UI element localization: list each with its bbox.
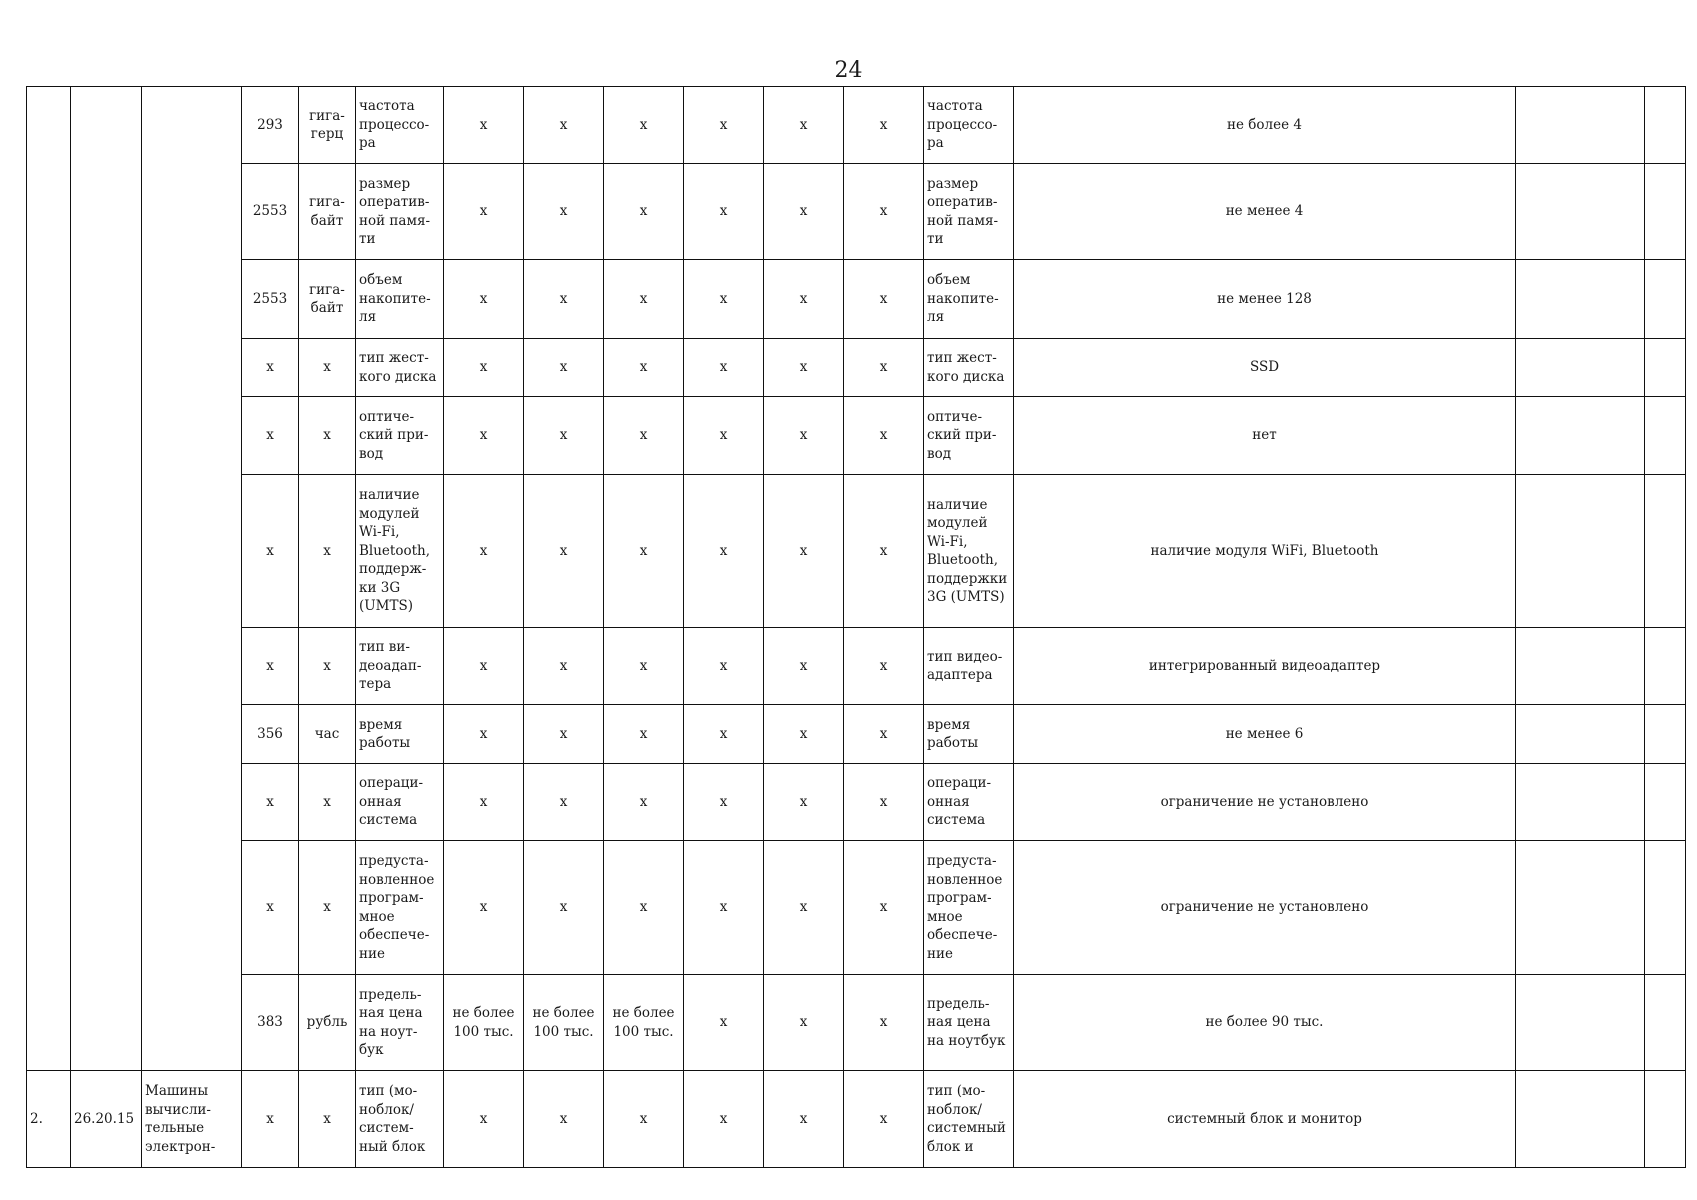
characteristic-cell: частота процессо-ра — [356, 87, 444, 164]
empty-cell — [1645, 397, 1686, 475]
table-row — [27, 975, 1686, 1071]
value-cell-6: х — [844, 87, 924, 164]
value-cell-4: х — [684, 339, 764, 397]
table-row — [27, 164, 1686, 260]
value-cell-5: х — [764, 975, 844, 1071]
characteristic-cell: операци-онная система — [356, 764, 444, 841]
empty-cell — [1645, 164, 1686, 260]
okei-code-cell: х — [242, 1071, 299, 1168]
empty-cell — [1645, 87, 1686, 164]
value-cell-1: х — [444, 628, 524, 705]
value-cell-6: х — [844, 397, 924, 475]
characteristic-approved-cell: тип видео-адаптера — [924, 628, 1014, 705]
characteristic-approved-cell: объем накопите-ля — [924, 260, 1014, 339]
approved-value-cell: не менее 6 — [1014, 705, 1516, 764]
value-cell-4: х — [684, 164, 764, 260]
characteristic-cell: тип жест-кого диска — [356, 339, 444, 397]
unit-cell: час — [299, 705, 356, 764]
approved-value-cell: SSD — [1014, 339, 1516, 397]
unit-cell: рубль — [299, 975, 356, 1071]
empty-cell — [1645, 475, 1686, 628]
empty-cell — [1645, 260, 1686, 339]
empty-cell — [1645, 975, 1686, 1071]
value-cell-2: х — [524, 397, 604, 475]
table-row — [27, 475, 1686, 628]
value-cell-2: х — [524, 260, 604, 339]
value-cell-3: х — [604, 841, 684, 975]
value-cell-6: х — [844, 841, 924, 975]
table-row — [27, 87, 1686, 164]
characteristic-cell: оптиче-ский при-вод — [356, 397, 444, 475]
characteristic-cell: наличие модулей Wi-Fi, Bluetooth, поддерж-ки 3G (UMTS) — [356, 475, 444, 628]
value-cell-3: х — [604, 475, 684, 628]
approved-value-cell: не менее 128 — [1014, 260, 1516, 339]
value-cell-6: х — [844, 705, 924, 764]
value-cell-2: х — [524, 1071, 604, 1168]
characteristic-cell: время работы — [356, 705, 444, 764]
value-cell-5: х — [764, 397, 844, 475]
value-cell-6: х — [844, 260, 924, 339]
value-cell-4: х — [684, 705, 764, 764]
characteristics-table — [26, 86, 1686, 1168]
value-cell-1: х — [444, 397, 524, 475]
empty-cell — [1645, 764, 1686, 841]
value-cell-2: х — [524, 628, 604, 705]
value-cell-1: х — [444, 339, 524, 397]
approved-value-cell: не более 90 тыс. — [1014, 975, 1516, 1071]
approved-value-cell: ограничение не установлено — [1014, 841, 1516, 975]
characteristic-approved-cell: тип (мо-ноблок/ системный блок и — [924, 1071, 1014, 1168]
approved-value-cell: не более 4 — [1014, 87, 1516, 164]
value-cell-6: х — [844, 1071, 924, 1168]
value-cell-4: х — [684, 975, 764, 1071]
okei-code-cell: х — [242, 397, 299, 475]
value-cell-1: х — [444, 87, 524, 164]
value-cell-3: х — [604, 628, 684, 705]
value-cell-4: х — [684, 1071, 764, 1168]
empty-cell — [1645, 339, 1686, 397]
value-cell-3: х — [604, 164, 684, 260]
characteristic-approved-cell: тип жест-кого диска — [924, 339, 1014, 397]
characteristic-cell: тип (мо-ноблок/ систем-ный блок — [356, 1071, 444, 1168]
characteristic-approved-cell: предуста-новленное програм-мное обеспече-ние — [924, 841, 1014, 975]
unit-cell: х — [299, 628, 356, 705]
characteristic-approved-cell: размер оператив-ной памя-ти — [924, 164, 1014, 260]
value-cell-5: х — [764, 475, 844, 628]
table-row — [27, 764, 1686, 841]
row-number-cell — [27, 87, 71, 1071]
approved-value-cell: не менее 4 — [1014, 164, 1516, 260]
characteristic-approved-cell: предель-ная цена на ноутбук — [924, 975, 1014, 1071]
okei-code-cell: х — [242, 764, 299, 841]
value-cell-5: х — [764, 339, 844, 397]
unit-cell: х — [299, 1071, 356, 1168]
value-cell-5: х — [764, 628, 844, 705]
value-cell-4: х — [684, 260, 764, 339]
value-cell-4: х — [684, 397, 764, 475]
value-cell-5: х — [764, 260, 844, 339]
value-cell-6: х — [844, 628, 924, 705]
okei-code-cell: 356 — [242, 705, 299, 764]
empty-cell — [1516, 705, 1645, 764]
value-cell-6: х — [844, 764, 924, 841]
value-cell-5: х — [764, 164, 844, 260]
unit-cell: гига- байт — [299, 164, 356, 260]
empty-cell — [1516, 975, 1645, 1071]
empty-cell — [1516, 628, 1645, 705]
empty-cell — [1516, 339, 1645, 397]
value-cell-3: х — [604, 705, 684, 764]
value-cell-4: х — [684, 841, 764, 975]
value-cell-3: х — [604, 397, 684, 475]
empty-cell — [1516, 397, 1645, 475]
unit-cell: гига- герц — [299, 87, 356, 164]
characteristic-cell: объем накопите-ля — [356, 260, 444, 339]
row-number-cell: 2. — [27, 1071, 71, 1168]
okei-code-cell: 383 — [242, 975, 299, 1071]
value-cell-1: х — [444, 475, 524, 628]
characteristic-approved-cell: оптиче-ский при-вод — [924, 397, 1014, 475]
value-cell-5: х — [764, 1071, 844, 1168]
empty-cell — [1516, 87, 1645, 164]
okpd-code-cell: 26.20.15 — [71, 1071, 142, 1168]
value-cell-3: х — [604, 260, 684, 339]
unit-cell: х — [299, 841, 356, 975]
empty-cell — [1645, 841, 1686, 975]
okei-code-cell: х — [242, 841, 299, 975]
value-cell-5: х — [764, 87, 844, 164]
characteristic-approved-cell: операци-онная система — [924, 764, 1014, 841]
value-cell-4: х — [684, 87, 764, 164]
value-cell-3: х — [604, 1071, 684, 1168]
unit-cell: х — [299, 764, 356, 841]
value-cell-2: х — [524, 87, 604, 164]
table-row — [27, 705, 1686, 764]
value-cell-1: х — [444, 260, 524, 339]
characteristic-approved-cell: время работы — [924, 705, 1014, 764]
value-cell-1: х — [444, 764, 524, 841]
value-cell-4: х — [684, 475, 764, 628]
value-cell-3: х — [604, 339, 684, 397]
empty-cell — [1516, 475, 1645, 628]
value-cell-6: х — [844, 339, 924, 397]
characteristic-cell: размер оператив-ной памя-ти — [356, 164, 444, 260]
value-cell-2: х — [524, 339, 604, 397]
characteristic-cell: тип ви-деоадап-тера — [356, 628, 444, 705]
approved-value-cell: ограничение не установлено — [1014, 764, 1516, 841]
approved-value-cell: нет — [1014, 397, 1516, 475]
value-cell-2: х — [524, 164, 604, 260]
table-row — [27, 841, 1686, 975]
characteristic-approved-cell: наличие модулей Wi-Fi, Bluetooth, поддержки 3G (UMTS) — [924, 475, 1014, 628]
okei-code-cell: 2553 — [242, 164, 299, 260]
value-cell-2: не более 100 тыс. — [524, 975, 604, 1071]
characteristic-approved-cell: частота процессо-ра — [924, 87, 1014, 164]
value-cell-6: х — [844, 975, 924, 1071]
item-name-cell: Машины вычисли-тельные электрон- — [142, 1071, 242, 1168]
okei-code-cell: х — [242, 339, 299, 397]
unit-cell: х — [299, 475, 356, 628]
empty-cell — [1516, 1071, 1645, 1168]
characteristic-cell: предель-ная цена на ноут-бук — [356, 975, 444, 1071]
value-cell-1: х — [444, 1071, 524, 1168]
table-row — [27, 260, 1686, 339]
value-cell-5: х — [764, 705, 844, 764]
value-cell-1: х — [444, 705, 524, 764]
value-cell-1: х — [444, 164, 524, 260]
value-cell-3: не более 100 тыс. — [604, 975, 684, 1071]
empty-cell — [1516, 164, 1645, 260]
unit-cell: х — [299, 397, 356, 475]
approved-value-cell: системный блок и монитор — [1014, 1071, 1516, 1168]
value-cell-1: х — [444, 841, 524, 975]
okei-code-cell: х — [242, 628, 299, 705]
value-cell-3: х — [604, 764, 684, 841]
value-cell-4: х — [684, 764, 764, 841]
table-row — [27, 397, 1686, 475]
empty-cell — [1645, 628, 1686, 705]
page-number: 24 — [834, 58, 863, 83]
table-row — [27, 628, 1686, 705]
value-cell-6: х — [844, 475, 924, 628]
value-cell-1: не более 100 тыс. — [444, 975, 524, 1071]
unit-cell: х — [299, 339, 356, 397]
value-cell-2: х — [524, 841, 604, 975]
empty-cell — [1516, 764, 1645, 841]
value-cell-3: х — [604, 87, 684, 164]
approved-value-cell: наличие модуля WiFi, Bluetooth — [1014, 475, 1516, 628]
table-row — [27, 339, 1686, 397]
value-cell-2: х — [524, 764, 604, 841]
characteristic-cell: предуста-новленное програм-мное обеспече-ние — [356, 841, 444, 975]
value-cell-5: х — [764, 841, 844, 975]
okei-code-cell: х — [242, 475, 299, 628]
empty-cell — [1516, 260, 1645, 339]
unit-cell: гига- байт — [299, 260, 356, 339]
approved-value-cell: интегрированный видеоадаптер — [1014, 628, 1516, 705]
value-cell-2: х — [524, 705, 604, 764]
value-cell-5: х — [764, 764, 844, 841]
value-cell-4: х — [684, 628, 764, 705]
empty-cell — [1645, 1071, 1686, 1168]
table-row — [27, 1071, 1686, 1168]
value-cell-2: х — [524, 475, 604, 628]
okei-code-cell: 2553 — [242, 260, 299, 339]
item-name-cell — [142, 87, 242, 1071]
okei-code-cell: 293 — [242, 87, 299, 164]
empty-cell — [1516, 841, 1645, 975]
empty-cell — [1645, 705, 1686, 764]
value-cell-6: х — [844, 164, 924, 260]
okpd-code-cell — [71, 87, 142, 1071]
